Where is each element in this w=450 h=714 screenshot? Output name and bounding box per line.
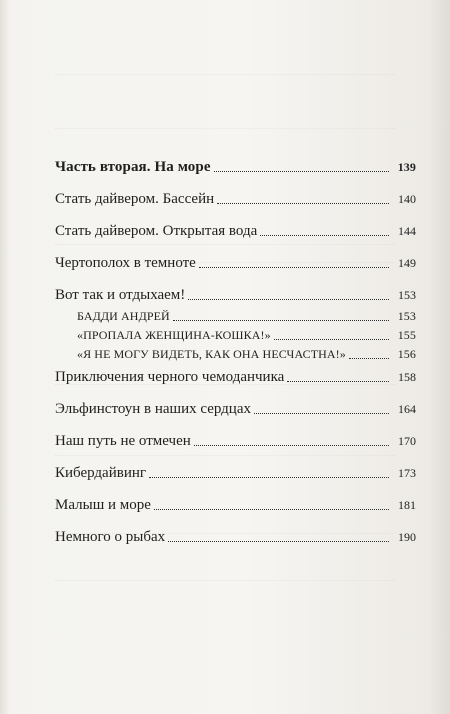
toc-subrow — [77, 305, 416, 325]
toc-chapter-title: Стать дайвером. Открытая вода — [55, 223, 258, 239]
dot-leader — [188, 299, 389, 300]
toc-chapter-title: Эльфинстоун в наших сердцах — [55, 401, 251, 417]
toc-page-number: 190 — [398, 530, 416, 544]
dot-leader — [287, 381, 389, 382]
dot-leader — [149, 477, 389, 478]
toc-chapter-title: Кибердайвинг — [55, 465, 147, 481]
dot-leader — [254, 413, 389, 414]
toc-row — [55, 490, 416, 514]
toc-page-number: 181 — [398, 498, 416, 512]
toc-subchapter-title: «Я НЕ МОГУ ВИДЕТЬ, КАК ОНА НЕСЧАСТНА!» — [77, 347, 346, 361]
dot-leader — [217, 203, 389, 204]
toc-chapter-title: Приключения черного чемоданчика — [55, 369, 285, 385]
toc-row — [55, 458, 416, 482]
toc-row — [55, 394, 416, 418]
toc-page-number: 153 — [398, 288, 416, 302]
toc-chapter-title: Чертополох в темноте — [55, 255, 196, 271]
toc-subrow — [77, 343, 416, 363]
ghost-line — [55, 580, 395, 582]
dot-leader — [173, 320, 389, 321]
toc-page-number: 173 — [398, 466, 416, 480]
dot-leader — [349, 358, 389, 359]
toc-chapter-title: Наш путь не отмечен — [55, 433, 191, 449]
toc-page-number: 149 — [398, 256, 416, 270]
toc-chapter-title: Немного о рыбах — [55, 529, 166, 545]
toc-subrow — [77, 324, 416, 344]
toc-page-number: 144 — [398, 224, 416, 238]
toc-page-number: 140 — [398, 192, 416, 206]
toc-row — [55, 522, 416, 546]
toc-row — [55, 426, 416, 450]
toc-subchapter-title: «ПРОПАЛА ЖЕНЩИНА-КОШКА!» — [77, 328, 271, 342]
dot-leader — [194, 445, 389, 446]
toc-chapter-title: Малыш и море — [55, 497, 151, 513]
page-gutter-shadow — [0, 0, 10, 714]
toc-page-number: 156 — [397, 347, 416, 361]
toc-row — [55, 362, 416, 386]
toc-row — [55, 184, 416, 208]
toc-row — [55, 280, 416, 304]
toc-page-number: 164 — [398, 402, 416, 416]
dot-leader — [214, 171, 389, 172]
toc-row — [55, 216, 416, 240]
toc-page-number: 139 — [397, 160, 416, 174]
toc-part-row — [55, 152, 416, 176]
toc-part-title: Часть вторая. На море — [55, 159, 211, 175]
ghost-line — [55, 455, 395, 457]
dot-leader — [154, 509, 389, 510]
dot-leader — [199, 267, 389, 268]
toc-chapter-title: Стать дайвером. Бассейн — [55, 191, 215, 207]
toc-page-number: 158 — [398, 370, 416, 384]
ghost-line — [55, 74, 395, 76]
dot-leader — [274, 339, 389, 340]
toc-page-number: 153 — [397, 309, 416, 323]
toc-chapter-title: Вот так и отдыхаем! — [55, 287, 186, 303]
ghost-line — [55, 244, 395, 246]
dot-leader — [260, 235, 389, 236]
dot-leader — [168, 541, 389, 542]
toc-row — [55, 248, 416, 272]
toc-subchapter-title: БАДДИ АНДРЕЙ — [77, 309, 170, 323]
toc-page-number: 170 — [398, 434, 416, 448]
page-edge-shadow — [428, 0, 450, 714]
ghost-line — [55, 128, 395, 130]
toc-page-number: 155 — [397, 328, 416, 342]
